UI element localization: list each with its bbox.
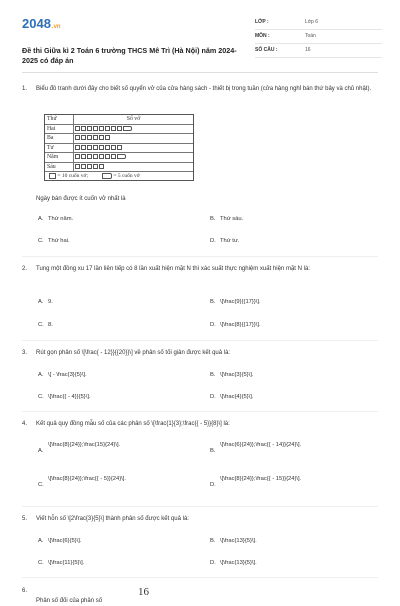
question-text: Biểu đồ tranh dưới đây cho biết số quyển vở của cửa hàng sách - thiết bị trong tuần (cửa hàng nghỉ bán thứ bảy và chủ nhật). bbox=[36, 86, 372, 92]
option-letter: B. bbox=[210, 372, 216, 378]
option-letter: C. bbox=[38, 394, 44, 400]
book-icon bbox=[111, 154, 116, 159]
question-number: 5. bbox=[22, 516, 28, 522]
question-number: 1. bbox=[22, 86, 28, 92]
option-letter: D. bbox=[210, 482, 216, 488]
question-text: Tung một đồng xu 17 lần liên tiếp có 8 lần xuất hiện mặt N thì xác suất thực nghiệm xuất hiện mặt N là: bbox=[36, 266, 310, 272]
book-icon bbox=[81, 164, 86, 169]
book-icon bbox=[93, 154, 98, 159]
chart-count-cell bbox=[74, 144, 193, 153]
book-icon bbox=[49, 173, 56, 179]
option-letter: B. bbox=[210, 216, 216, 222]
brand-suffix: .vn bbox=[51, 24, 61, 30]
chart-count-cell bbox=[74, 125, 193, 134]
book-icon bbox=[111, 145, 116, 150]
chart-col-count: Số vở bbox=[126, 116, 141, 122]
option-letter: D. bbox=[210, 322, 216, 328]
chart-legend bbox=[45, 172, 193, 180]
option-letter: C. bbox=[38, 560, 44, 566]
question-separator bbox=[22, 256, 378, 257]
half-book-icon bbox=[123, 126, 132, 131]
book-icon bbox=[75, 126, 80, 131]
book-icon bbox=[105, 126, 110, 131]
book-icon bbox=[93, 164, 98, 169]
option-text: \[\frac{9}{{17}}\]. bbox=[220, 299, 261, 305]
legend-half-label: = 5 cuốn vở bbox=[113, 173, 140, 179]
question-number: 6. bbox=[22, 588, 28, 594]
option-letter: C. bbox=[38, 482, 44, 488]
option-text: \[\frac{6}{24}};\frac{{ - 14}}{24}\]. bbox=[220, 442, 302, 448]
chart-row bbox=[45, 125, 193, 135]
book-icon bbox=[117, 126, 122, 131]
book-icon bbox=[93, 135, 98, 140]
meta-row-subject bbox=[255, 30, 382, 44]
book-icon bbox=[111, 126, 116, 131]
meta-value: Lớp 6 bbox=[305, 19, 319, 25]
chart-row bbox=[45, 144, 193, 154]
chart-row bbox=[45, 153, 193, 163]
option-letter: D. bbox=[210, 238, 216, 244]
option-letter: B. bbox=[210, 448, 216, 454]
book-icon bbox=[75, 154, 80, 159]
question-text: Kết quả quy đồng mẫu số của các phân số \[\frac{1}{3};\frac{{ - 5}}{8}\] là: bbox=[36, 421, 230, 427]
pictograph-chart bbox=[44, 114, 194, 181]
option-text: \[\frac{8}{24}};\frac{{ - 15}}{24}\]. bbox=[220, 476, 302, 482]
meta-key: SỐ CÂU : bbox=[255, 47, 278, 53]
option-text: \[\frac{13}{5}\]. bbox=[220, 538, 257, 544]
option-text: Thứ sáu. bbox=[220, 216, 244, 222]
chart-row bbox=[45, 163, 193, 173]
chart-count-cell bbox=[74, 134, 193, 143]
book-icon bbox=[99, 135, 104, 140]
meta-key: LỚP : bbox=[255, 19, 269, 25]
book-icon bbox=[105, 154, 110, 159]
option-letter: C. bbox=[38, 322, 44, 328]
book-icon bbox=[81, 135, 86, 140]
legend-half bbox=[102, 172, 140, 180]
chart-day-label: Tư bbox=[45, 144, 74, 153]
book-icon bbox=[105, 135, 110, 140]
question-text: Phân số đối của phân số bbox=[36, 598, 103, 604]
option-letter: A. bbox=[38, 448, 44, 454]
meta-key: MÔN : bbox=[255, 33, 270, 39]
book-icon bbox=[81, 126, 86, 131]
chart-day-label: Sáu bbox=[45, 163, 74, 172]
option-letter: C. bbox=[38, 238, 44, 244]
book-icon bbox=[99, 154, 104, 159]
option-text: \[\frac{6}{5}\]. bbox=[48, 538, 82, 544]
option-text: \[\frac{8}{{17}}\]. bbox=[220, 322, 261, 328]
chart-day-label: Hai bbox=[45, 125, 74, 134]
option-text: \[\frac{3}{5}\]. bbox=[220, 372, 254, 378]
book-icon bbox=[93, 145, 98, 150]
book-icon bbox=[81, 154, 86, 159]
option-text: Thứ tư. bbox=[220, 238, 240, 244]
option-letter: A. bbox=[38, 372, 44, 378]
option-text: \[\frac{8}{24}};\frac{15}{24}\]. bbox=[48, 442, 121, 448]
page-header bbox=[22, 16, 382, 65]
header-divider bbox=[22, 72, 378, 73]
option-letter: B. bbox=[210, 299, 216, 305]
brand-name: 2048 bbox=[22, 16, 51, 31]
option-text: \[\frac{4}{5}\]. bbox=[220, 394, 254, 400]
question-number: 2. bbox=[22, 266, 28, 272]
question-separator bbox=[22, 577, 378, 578]
book-icon bbox=[75, 135, 80, 140]
half-book-icon bbox=[117, 154, 126, 159]
book-icon bbox=[75, 164, 80, 169]
question-text: Rút gọn phân số \[\frac{ - 12}}{{20}}\] về phân số tối giản được kết quả là: bbox=[36, 350, 231, 356]
half-book-icon bbox=[102, 173, 112, 179]
option-letter: B. bbox=[210, 538, 216, 544]
book-icon bbox=[93, 126, 98, 131]
chart-header-row bbox=[45, 115, 193, 125]
book-icon bbox=[87, 154, 92, 159]
question-separator bbox=[22, 340, 378, 341]
book-icon bbox=[99, 126, 104, 131]
chart-count-cell bbox=[74, 163, 193, 172]
meta-row-count bbox=[255, 44, 382, 58]
question-number: 4. bbox=[22, 421, 28, 427]
book-icon bbox=[87, 164, 92, 169]
book-icon bbox=[87, 145, 92, 150]
option-text: 9. bbox=[48, 299, 53, 305]
meta-value: 16 bbox=[305, 47, 311, 53]
book-icon bbox=[87, 135, 92, 140]
option-text: \[\frac{8}{24}};\frac{{ - 5}}{24}\]. bbox=[48, 476, 127, 482]
meta-value: Toán bbox=[305, 33, 316, 39]
meta-row-class bbox=[255, 16, 382, 30]
book-icon bbox=[105, 145, 110, 150]
option-text: \[\frac{13}{5}\]. bbox=[220, 560, 257, 566]
question-number: 3. bbox=[22, 350, 28, 356]
fraction-numerator: 16 bbox=[138, 586, 149, 598]
option-letter: D. bbox=[210, 394, 216, 400]
chart-day-label: Năm bbox=[45, 153, 74, 162]
option-text: Thứ năm. bbox=[48, 216, 74, 222]
book-icon bbox=[99, 164, 104, 169]
option-letter: A. bbox=[38, 216, 44, 222]
meta-table bbox=[255, 16, 382, 58]
chart-count-cell bbox=[74, 153, 193, 162]
brand-logo[interactable] bbox=[22, 16, 61, 31]
option-letter: D. bbox=[210, 560, 216, 566]
chart-day-label: Ba bbox=[45, 134, 74, 143]
legend-full bbox=[49, 172, 88, 180]
option-text: \[\frac{{ - 4}}{5}\]. bbox=[48, 394, 91, 400]
book-icon bbox=[75, 145, 80, 150]
question-text: Viết hỗn số \[2\frac{3}{5}\] thành phân số được kết quả là: bbox=[36, 516, 189, 522]
option-text: Thứ hai. bbox=[48, 238, 70, 244]
book-icon bbox=[87, 126, 92, 131]
option-letter: A. bbox=[38, 299, 44, 305]
chart-col-day: Thứ bbox=[45, 115, 74, 124]
option-text: \[\frac{11}{5}\]. bbox=[48, 560, 85, 566]
chart-row bbox=[45, 134, 193, 144]
question-separator bbox=[22, 411, 378, 412]
legend-full-label: = 10 cuốn vở; bbox=[57, 173, 88, 179]
question-separator bbox=[22, 506, 378, 507]
book-icon bbox=[99, 145, 104, 150]
book-icon bbox=[81, 145, 86, 150]
option-text: \[ - \frac{3}{5}\]. bbox=[48, 372, 87, 378]
book-icon bbox=[117, 145, 122, 150]
option-letter: A. bbox=[38, 538, 44, 544]
option-text: 8. bbox=[48, 322, 53, 328]
question-prompt: Ngày bán được ít cuốn vở nhất là bbox=[36, 196, 126, 202]
page-title: Đề thi Giữa kì 2 Toán 6 trường THCS Mê Trì (Hà Nội) năm 2024-2025 có đáp án bbox=[22, 46, 237, 65]
